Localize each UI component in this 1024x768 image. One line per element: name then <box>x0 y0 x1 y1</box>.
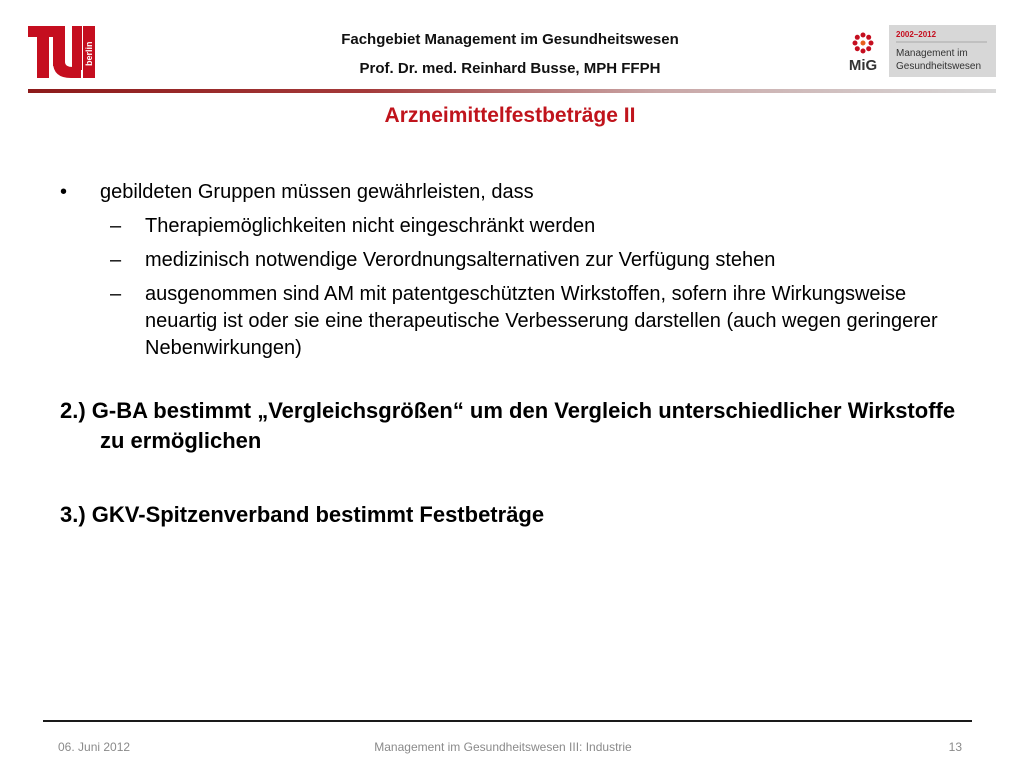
tu-logo-word: berlin <box>84 41 94 66</box>
mig-abbr: MiG <box>848 57 878 74</box>
sub-bullet-item <box>60 213 980 240</box>
header-professor: Prof. Dr. med. Reinhard Busse, MPH FFPH <box>359 60 661 77</box>
header-divider <box>28 89 996 93</box>
sub-bullet-text: Therapiemöglichkeiten nicht eingeschränkt werden <box>145 215 596 237</box>
point-3: 3.) GKV-Spitzenverband bestimmt Festbeträge <box>60 502 545 527</box>
point-2: 2.) G-BA bestimmt „Vergleichsgrößen“ um den Vergleich unterschiedlicher Wirkstoffe zu ermöglichen <box>60 398 956 453</box>
header-department: Fachgebiet Management im Gesundheitswesen <box>341 31 679 48</box>
sub-bullet-text: medizinisch notwendige Verordnungsalternativen zur Verfügung stehen <box>145 249 776 271</box>
sub-bullet-item <box>60 281 980 362</box>
sub-bullet-marker: – <box>110 249 122 271</box>
sub-bullet-marker: – <box>110 215 122 237</box>
sub-bullet-item <box>60 247 980 274</box>
bullet-item <box>60 178 980 206</box>
mig-name-line2: Gesundheitswesen <box>896 61 982 72</box>
footer-course: Management im Gesundheitswesen III: Industrie <box>374 740 632 754</box>
sub-bullet-marker: – <box>110 283 122 305</box>
slide-title: Arzneimittelfestbeträge II <box>384 104 636 127</box>
footer-divider <box>43 720 972 722</box>
bullet-text: gebildeten Gruppen müssen gewährleisten, dass <box>100 181 534 203</box>
bullet-marker: • <box>60 181 68 203</box>
footer-date: 06. Juni 2012 <box>58 740 131 754</box>
mig-name-line1: Management im <box>896 48 968 59</box>
mig-years: 2002–2012 <box>896 30 937 39</box>
tu-berlin-logo <box>28 26 104 78</box>
mig-flower-icon <box>853 33 874 54</box>
sub-bullet-list <box>60 213 980 362</box>
sub-bullet-text: ausgenommen sind AM mit patentgeschützten Wirkstoffen, sofern ihre Wirkungsweise neuartig ist oder sie eine therapeutische Verbesserung darstellen (auch wegen geringerer Nebenwirkungen) <box>145 283 938 359</box>
mig-logo <box>837 25 996 77</box>
slide-content <box>60 178 980 530</box>
footer-page-number: 13 <box>948 740 962 754</box>
